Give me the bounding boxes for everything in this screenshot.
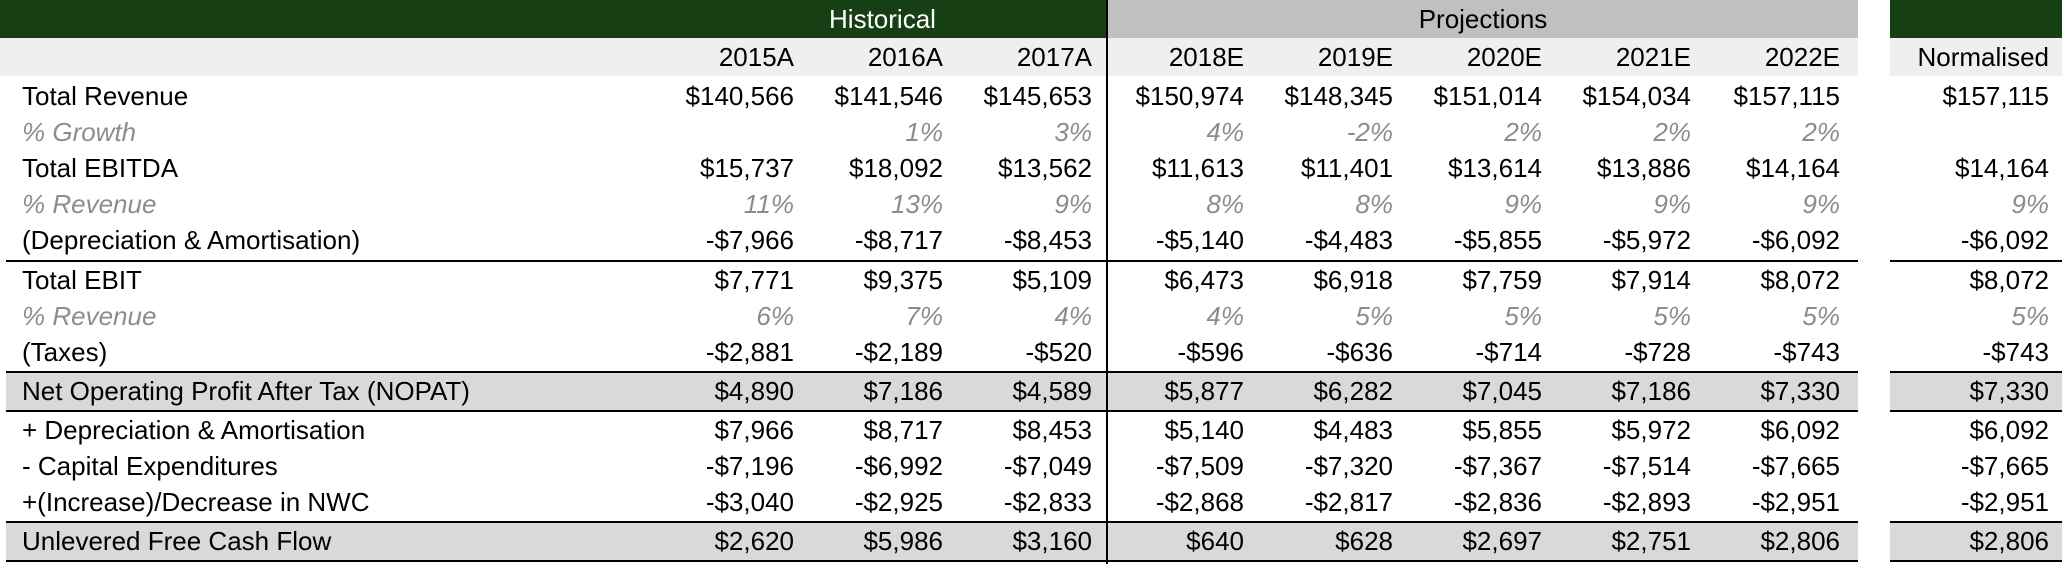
normalised-header: Normalised — [1917, 42, 2049, 72]
row-label: % Revenue — [22, 301, 157, 331]
value-cell-2022e: $14,164 — [1746, 153, 1840, 183]
value-cell-2015a: $140,566 — [685, 81, 794, 111]
nopat-top-rule — [6, 371, 1858, 373]
value-cell-2022e: $8,072 — [1760, 265, 1840, 295]
table-row — [0, 372, 2072, 410]
ufcf-bottom-rule — [6, 560, 1858, 562]
value-cell-2016a: $141,546 — [834, 81, 943, 111]
year-header-2021e: 2021E — [1615, 42, 1691, 72]
value-cell-2019e: -$2,817 — [1304, 487, 1393, 517]
value-cell-2018e: $5,140 — [1164, 415, 1244, 445]
value-cell-2018e: $150,974 — [1135, 81, 1244, 111]
value-cell-2021e: -$2,893 — [1602, 487, 1691, 517]
value-cell-2016a: -$2,925 — [854, 487, 943, 517]
table-row — [0, 222, 2072, 258]
value-cell-2017a: 3% — [1054, 117, 1092, 147]
year-header-2015a: 2015A — [718, 42, 794, 72]
value-cell-2020e: $5,855 — [1462, 415, 1542, 445]
ufcf-bottom-rule-normalised — [1890, 560, 2062, 562]
row-label: Total Revenue — [22, 81, 189, 111]
row-label: + Depreciation & Amortisation — [22, 415, 366, 445]
value-cell-2017a: $145,653 — [983, 81, 1092, 111]
value-cell-2018e: $6,473 — [1164, 265, 1244, 295]
value-cell-2015a: -$7,966 — [705, 225, 794, 255]
value-cell-2016a: -$8,717 — [854, 225, 943, 255]
value-cell-normalised: -$2,951 — [1960, 487, 2049, 517]
value-cell-2015a: 6% — [756, 301, 794, 331]
value-cell-2018e: $11,613 — [1151, 153, 1244, 183]
value-cell-2017a: $13,562 — [998, 153, 1092, 183]
value-cell-2016a: $7,186 — [863, 376, 943, 406]
value-cell-2015a: -$2,881 — [705, 337, 794, 367]
ufcf-top-rule-normalised — [1890, 521, 2062, 523]
value-cell-2021e: -$5,972 — [1602, 225, 1691, 255]
value-cell-2021e: $7,186 — [1611, 376, 1691, 406]
value-cell-2022e: -$6,092 — [1751, 225, 1840, 255]
value-cell-2020e: $13,614 — [1448, 153, 1542, 183]
value-cell-2020e: $7,045 — [1462, 376, 1542, 406]
row-label: (Taxes) — [22, 337, 108, 367]
value-cell-2018e: -$596 — [1177, 337, 1244, 367]
value-cell-2021e: $7,914 — [1611, 265, 1691, 295]
value-cell-normalised: 9% — [2011, 189, 2049, 219]
header-bands — [0, 0, 2072, 76]
value-cell-2017a: $4,589 — [1012, 376, 1092, 406]
value-cell-2021e: $154,034 — [1582, 81, 1691, 111]
value-cell-2022e: $157,115 — [1733, 81, 1840, 111]
value-cell-normalised: 5% — [2011, 301, 2049, 331]
value-cell-2015a: $7,771 — [714, 265, 794, 295]
value-cell-2022e: -$2,951 — [1751, 487, 1840, 517]
year-header-2022e: 2022E — [1764, 42, 1840, 72]
row-label: - Capital Expenditures — [22, 451, 278, 481]
value-cell-2015a: $15,737 — [700, 153, 794, 183]
table-row — [0, 412, 2072, 448]
value-cell-2016a: 1% — [905, 117, 943, 147]
nopat-top-rule-normalised — [1890, 371, 2062, 373]
historical-projections-divider — [1106, 0, 1108, 564]
value-cell-normalised — [1889, 114, 2049, 150]
value-cell-2021e: $2,751 — [1611, 526, 1691, 556]
nopat-bottom-rule — [6, 410, 1858, 412]
value-cell-2019e: -$7,320 — [1304, 451, 1393, 481]
value-cell-2022e: 5% — [1802, 301, 1840, 331]
value-cell-2015a — [644, 114, 794, 150]
value-cell-2016a: 13% — [890, 189, 943, 219]
table-row — [0, 150, 2072, 186]
value-cell-2015a: $4,890 — [714, 376, 794, 406]
value-cell-2019e: -$636 — [1326, 337, 1393, 367]
value-cell-2021e: 9% — [1653, 189, 1691, 219]
value-cell-2018e: 4% — [1206, 117, 1244, 147]
table-row — [0, 262, 2072, 298]
value-cell-2020e: $2,697 — [1462, 526, 1542, 556]
row-label: Net Operating Profit After Tax (NOPAT) — [22, 376, 470, 406]
value-cell-2019e: -$4,483 — [1304, 225, 1393, 255]
value-cell-2020e: -$5,855 — [1453, 225, 1542, 255]
value-cell-2022e: -$7,665 — [1751, 451, 1840, 481]
nopat-bottom-rule-normalised — [1890, 410, 2062, 412]
row-label: Unlevered Free Cash Flow — [22, 526, 332, 556]
value-cell-normalised: -$7,665 — [1960, 451, 2049, 481]
value-cell-normalised: $14,164 — [1955, 153, 2049, 183]
value-cell-2022e: $7,330 — [1760, 376, 1840, 406]
value-cell-2017a: $8,453 — [1012, 415, 1092, 445]
value-cell-2016a: 7% — [905, 301, 943, 331]
year-header-2017a: 2017A — [1016, 42, 1092, 72]
row-label: +(Increase)/Decrease in NWC — [22, 487, 370, 517]
value-cell-2019e: $6,282 — [1313, 376, 1393, 406]
value-cell-2019e: $628 — [1335, 526, 1393, 556]
value-cell-2018e: $640 — [1186, 526, 1244, 556]
value-cell-2018e: $5,877 — [1164, 376, 1244, 406]
value-cell-2019e: $148,345 — [1284, 81, 1393, 111]
ebit-top-rule — [6, 260, 1858, 262]
row-label: (Depreciation & Amortisation) — [22, 225, 361, 255]
value-cell-2017a: $5,109 — [1012, 265, 1092, 295]
value-cell-2019e: $6,918 — [1313, 265, 1393, 295]
projections-band: Projections — [1108, 0, 1858, 38]
value-cell-2019e: 8% — [1355, 189, 1393, 219]
year-header-2016a: 2016A — [867, 42, 943, 72]
value-cell-2018e: 4% — [1206, 301, 1244, 331]
value-cell-2019e: $4,483 — [1313, 415, 1393, 445]
value-cell-2019e: 5% — [1355, 301, 1393, 331]
value-cell-2017a: -$2,833 — [1003, 487, 1092, 517]
value-cell-normalised: $157,115 — [1942, 81, 2049, 111]
table-row — [0, 522, 2072, 560]
value-cell-2020e: $151,014 — [1433, 81, 1542, 111]
value-cell-2022e: $2,806 — [1760, 526, 1840, 556]
value-cell-2017a: -$8,453 — [1003, 225, 1092, 255]
value-cell-2020e: -$2,836 — [1453, 487, 1542, 517]
value-cell-2017a: $3,160 — [1012, 526, 1092, 556]
ufcf-top-rule — [6, 521, 1858, 523]
value-cell-2017a: 9% — [1054, 189, 1092, 219]
value-cell-2021e: $13,886 — [1597, 153, 1691, 183]
value-cell-2015a: -$3,040 — [705, 487, 794, 517]
value-cell-normalised: $6,092 — [1969, 415, 2049, 445]
value-cell-2021e: 2% — [1653, 117, 1691, 147]
value-cell-2021e: -$728 — [1624, 337, 1691, 367]
value-cell-2016a: $8,717 — [863, 415, 943, 445]
value-cell-normalised: $7,330 — [1969, 376, 2049, 406]
value-cell-2018e: -$2,868 — [1155, 487, 1244, 517]
value-cell-2021e: $5,972 — [1611, 415, 1691, 445]
normalised-band — [1890, 0, 2062, 38]
value-cell-2022e: $6,092 — [1760, 415, 1840, 445]
value-cell-normalised: -$743 — [1982, 337, 2049, 367]
table-row — [0, 334, 2072, 370]
table-row — [0, 78, 2072, 114]
value-cell-2019e: -2% — [1346, 117, 1393, 147]
value-cell-2018e: 8% — [1206, 189, 1244, 219]
value-cell-normalised: $8,072 — [1969, 265, 2049, 295]
value-cell-2017a: -$520 — [1025, 337, 1092, 367]
value-cell-2016a: $9,375 — [863, 265, 943, 295]
value-cell-2018e: -$7,509 — [1155, 451, 1244, 481]
table-row — [0, 186, 2072, 222]
value-cell-2015a: $2,620 — [714, 526, 794, 556]
table-row — [0, 114, 2072, 150]
value-cell-2015a: 11% — [743, 189, 794, 219]
value-cell-2020e: -$714 — [1475, 337, 1542, 367]
value-cell-2017a: 4% — [1054, 301, 1092, 331]
historical-label: Historical — [829, 4, 936, 34]
value-cell-2019e: $11,401 — [1300, 153, 1393, 183]
value-cell-2015a: $7,966 — [714, 415, 794, 445]
value-cell-2022e: -$743 — [1773, 337, 1840, 367]
row-label: % Growth — [22, 117, 137, 147]
value-cell-2020e: 2% — [1504, 117, 1542, 147]
value-cell-2018e: -$5,140 — [1155, 225, 1244, 255]
value-cell-2020e: -$7,367 — [1453, 451, 1542, 481]
row-label: Total EBIT — [22, 265, 142, 295]
year-header-2018e: 2018E — [1168, 42, 1244, 72]
value-cell-normalised: -$6,092 — [1960, 225, 2049, 255]
row-label: Total EBITDA — [22, 153, 179, 183]
value-cell-2021e: 5% — [1653, 301, 1691, 331]
value-cell-normalised: $2,806 — [1969, 526, 2049, 556]
value-cell-2016a: $5,986 — [863, 526, 943, 556]
table-row — [0, 298, 2072, 334]
year-header-2019e: 2019E — [1317, 42, 1393, 72]
value-cell-2020e: 9% — [1504, 189, 1542, 219]
value-cell-2017a: -$7,049 — [1003, 451, 1092, 481]
year-header-2020e: 2020E — [1466, 42, 1542, 72]
value-cell-2016a: $18,092 — [849, 153, 943, 183]
value-cell-2016a: -$2,189 — [854, 337, 943, 367]
value-cell-2020e: $7,759 — [1462, 265, 1542, 295]
value-cell-2021e: -$7,514 — [1602, 451, 1691, 481]
value-cell-2015a: -$7,196 — [705, 451, 794, 481]
value-cell-2022e: 9% — [1802, 189, 1840, 219]
ebit-top-rule-normalised — [1890, 260, 2062, 262]
value-cell-2022e: 2% — [1802, 117, 1840, 147]
row-label: % Revenue — [22, 189, 157, 219]
table-row — [0, 448, 2072, 484]
value-cell-2016a: -$6,992 — [854, 451, 943, 481]
value-cell-2020e: 5% — [1504, 301, 1542, 331]
table-row — [0, 484, 2072, 520]
